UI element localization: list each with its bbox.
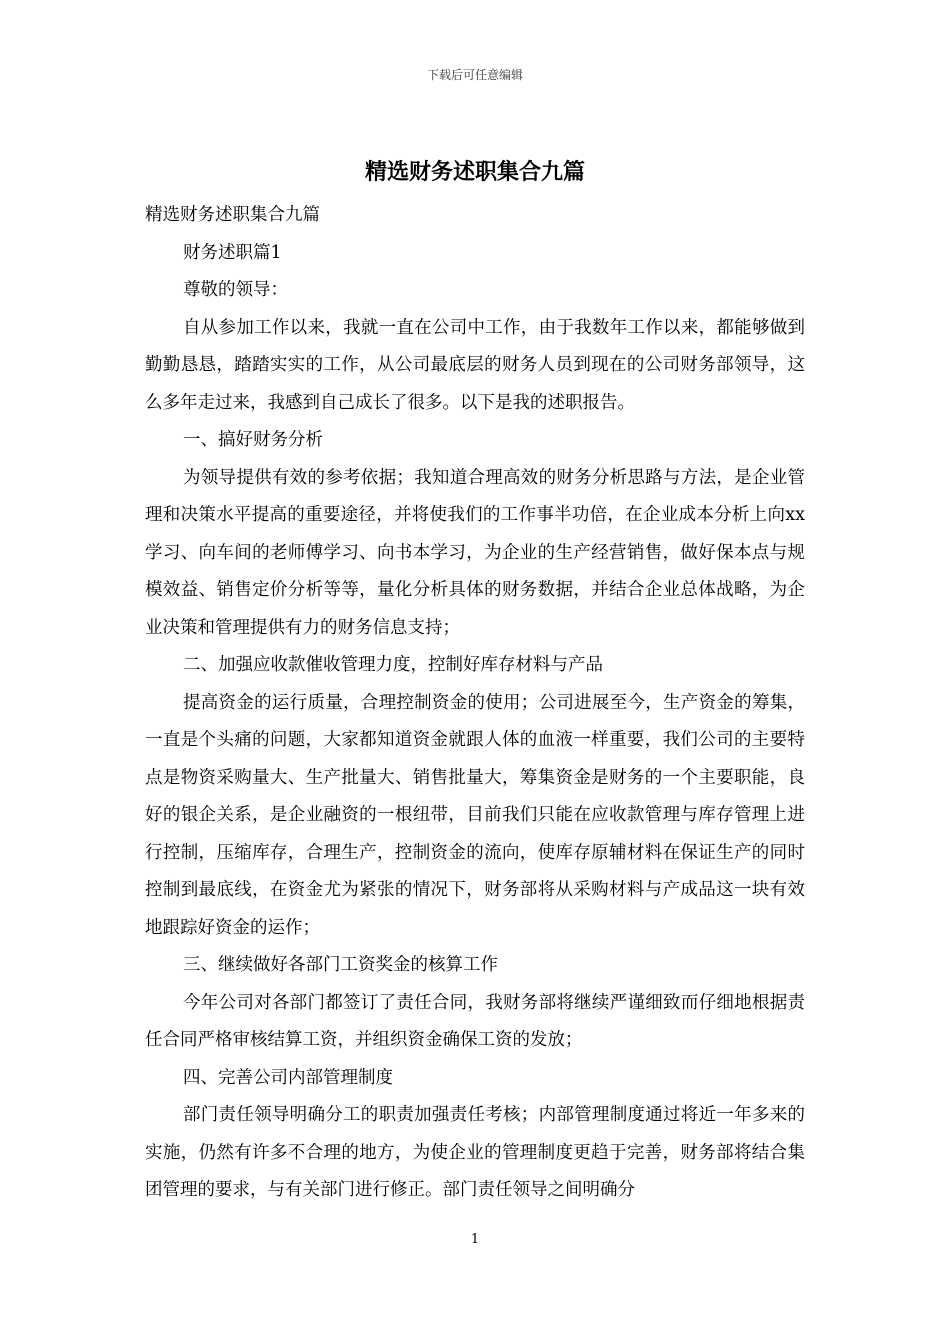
body-paragraph: 部门责任领导明确分工的职责加强责任考核；内部管理制度通过将近一年多来的实施，仍然有许多不合理的地方，为使企业的管理制度更趋于完善，财务部将结合集团管理的要求，与有关部门进行修正。部门责任领导之间明确分 — [145, 1105, 805, 1200]
page-header: 下载后可任意编辑 — [426, 68, 523, 82]
section-heading: 二、加强应收款催收管理力度，控制好库存材料与产品 — [183, 655, 603, 675]
salutation: 尊敬的领导： — [183, 280, 288, 300]
section-heading: 四、完善公司内部管理制度 — [183, 1067, 393, 1088]
document-body — [145, 197, 805, 1210]
body-paragraph: 自从参加工作以来，我就一直在公司中工作，由于我数年工作以来，都能够做到勤勤恳恳，踏踏实实的工作，从公司最底层的财务人员到现在的公司财务部领导，这么多年走过来，我感到自己成长了很多。以下是我的述职报告。 — [145, 317, 805, 413]
section-heading: 三、继续做好各部门工资奖金的核算工作 — [183, 955, 498, 975]
body-paragraph: 为领导提供有效的参考依据；我知道合理高效的财务分析思路与方法，是企业管理和决策水平提高的重要途径，并将使我们的工作事半功倍，在企业成本分析上向xx学习、向车间的老师傅学习、向书本学习，为企业的生产经营销售，做好保本点与规模效益、销售定价分析等等，量化分析具体的财务数据，并结合企业总体战略，为企业决策和管理提供有力的财务信息支持； — [145, 467, 805, 638]
body-paragraph: 提高资金的运行质量，合理控制资金的使用；公司进展至今，生产资金的筹集，一直是个头痛的问题，大家都知道资金就跟人体的血液一样重要，我们公司的主要特点是物资采购量大、生产批量大、销售批量大，筹集资金是财务的一个主要职能，良好的银企关系，是企业融资的一根纽带，目前我们只能在应收款管理与库存管理上进行控制，压缩库存，合理生产，控制资金的流向，使库存原辅材料在保证生产的同时控制到最底线，在资金尤为紧张的情况下，财务部将从采购材料与产成品这一块有效地跟踪好资金的运作； — [145, 692, 805, 938]
section-heading: 财务述职篇1 — [183, 242, 282, 263]
subtitle-paragraph: 精选财务述职集合九篇 — [145, 205, 320, 225]
document-title: 精选财务述职集合九篇 — [364, 159, 585, 185]
section-heading: 一、搞好财务分析 — [183, 430, 323, 450]
body-paragraph: 今年公司对各部门都签订了责任合同，我财务部将继续严谨细致而仔细地根据责任合同严格审核结算工资，并组织资金确保工资的发放； — [145, 992, 805, 1050]
page-number: 1 — [470, 1232, 480, 1247]
